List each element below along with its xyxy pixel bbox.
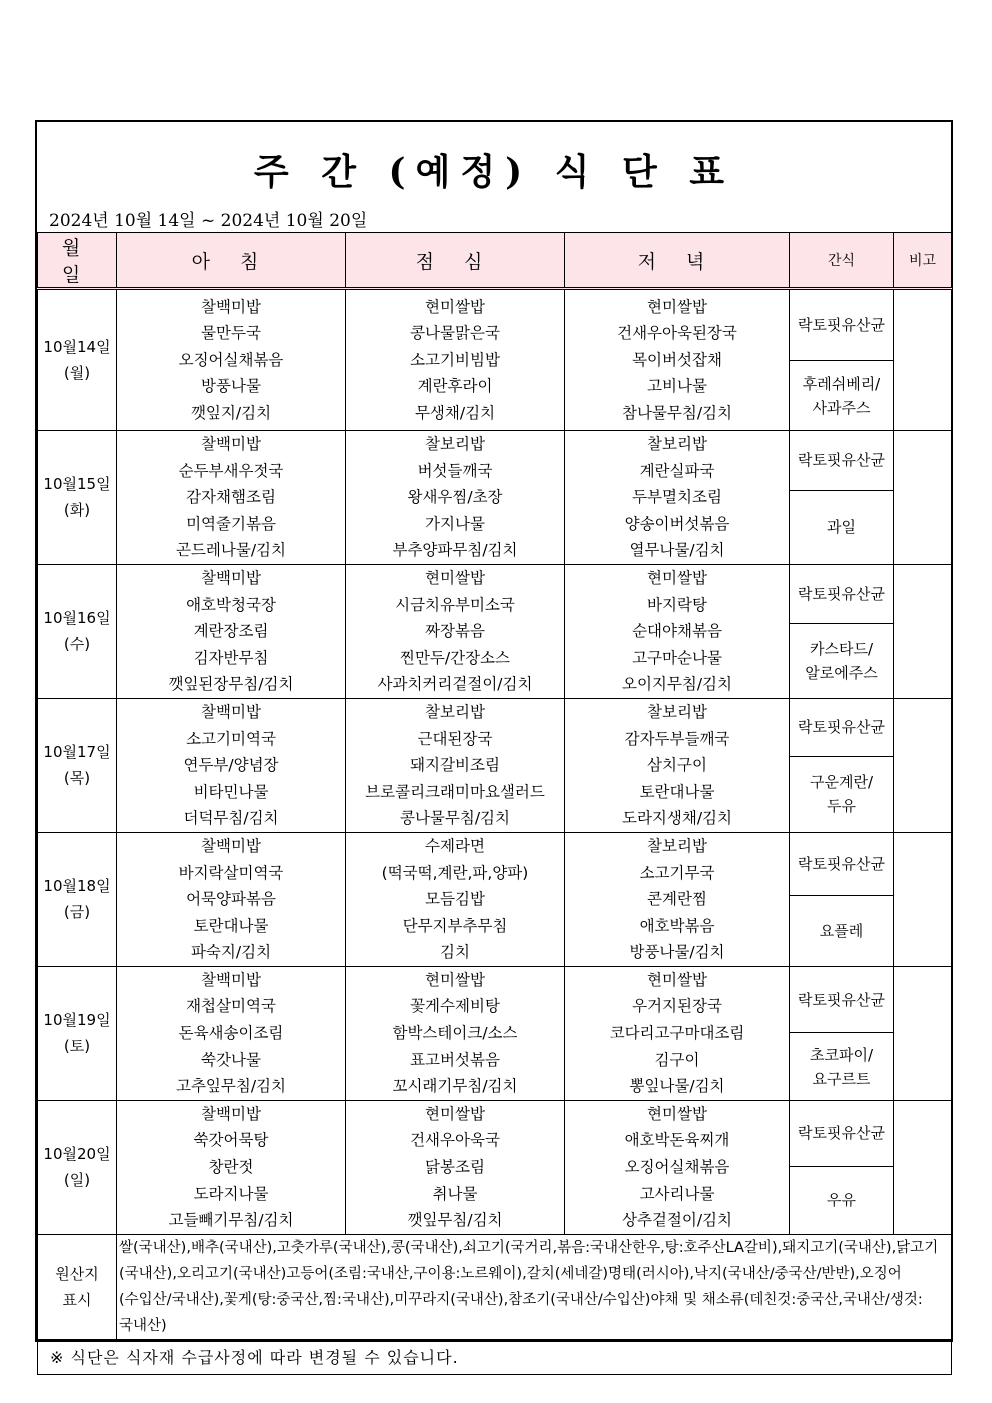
dinner-item: 애호박볶음 <box>639 916 715 935</box>
breakfast-item: 찰백미밥 <box>201 836 261 855</box>
lunch-item: 표고버섯볶음 <box>410 1050 500 1069</box>
dinner-item: 우거지된장국 <box>632 997 722 1016</box>
weekday-label: (화) <box>63 501 91 520</box>
snack-probiotic: 락토핏유산균 <box>790 564 894 623</box>
day-row <box>38 1100 952 1166</box>
dinner-item: 두부멸치조림 <box>632 488 722 507</box>
lunch-item: 가지나물 <box>425 514 485 533</box>
dinner-item: 건새우아욱된장국 <box>617 324 737 343</box>
date-cell <box>38 966 117 1100</box>
breakfast-cell <box>117 431 346 565</box>
breakfast-item: 재첩살미역국 <box>186 997 276 1016</box>
menu-frame <box>35 120 953 1368</box>
remark-cell <box>894 289 952 431</box>
breakfast-item: 깻잎된장무침/김치 <box>168 675 294 694</box>
dinner-cell <box>565 698 790 832</box>
origin-row <box>38 1234 952 1339</box>
dinner-item: 오이지무침/김치 <box>621 675 733 694</box>
snack-second: 요플레 <box>790 896 894 967</box>
breakfast-item: 애호박청국장 <box>186 595 276 614</box>
snack-probiotic: 락토핏유산균 <box>790 289 894 361</box>
dinner-item: 찰보리밥 <box>647 836 707 855</box>
header-lunch: 점 심 <box>346 233 565 289</box>
lunch-item: 브로콜리크래미마요샐러드 <box>365 782 545 801</box>
lunch-cell <box>346 832 565 966</box>
lunch-item: 현미쌀밥 <box>425 1104 485 1123</box>
breakfast-cell <box>117 564 346 698</box>
dinner-item: 김구이 <box>654 1050 700 1069</box>
lunch-item: 왕새우찜/초장 <box>407 488 503 507</box>
menu-table <box>37 232 952 1375</box>
breakfast-item: 어묵양파볶음 <box>186 890 276 909</box>
dinner-item: 찰보리밥 <box>647 702 707 721</box>
breakfast-item: 고추잎무침/김치 <box>175 1077 287 1096</box>
breakfast-item: 파숙지/김치 <box>190 943 272 962</box>
dinner-cell <box>565 564 790 698</box>
lunch-item: 꼬시래기무침/김치 <box>392 1077 518 1096</box>
dinner-item: 애호박돈육찌개 <box>624 1131 730 1150</box>
snack-second: 카스타드/ 알로에주스 <box>790 623 894 698</box>
lunch-cell <box>346 698 565 832</box>
dinner-item: 소고기무국 <box>639 863 715 882</box>
snack-probiotic: 락토핏유산균 <box>790 832 894 895</box>
lunch-item: 깻잎무침/김치 <box>407 1211 503 1230</box>
breakfast-item: 오징어실채볶음 <box>178 350 284 369</box>
breakfast-item: 물만두국 <box>201 324 261 343</box>
lunch-cell <box>346 564 565 698</box>
lunch-cell <box>346 289 565 431</box>
breakfast-item: 고들빼기무침/김치 <box>168 1211 294 1230</box>
dinner-item: 토란대나물 <box>639 782 715 801</box>
dinner-item: 감자두부들깨국 <box>624 729 730 748</box>
snack-probiotic: 락토핏유산균 <box>790 698 894 756</box>
lunch-item: 부추양파무침/김치 <box>392 541 518 560</box>
lunch-item: 소고기비빔밥 <box>410 350 500 369</box>
weekday-label: (월) <box>63 364 91 382</box>
dinner-item: 현미쌀밥 <box>647 1104 707 1123</box>
lunch-item: 취나물 <box>432 1184 478 1203</box>
header-dinner: 저 녁 <box>565 233 790 289</box>
weekday-label: (금) <box>63 903 91 922</box>
dinner-item: 순대야채볶음 <box>632 622 722 641</box>
day-row <box>38 832 952 895</box>
date-label: 10월18일 <box>43 877 111 896</box>
note-text: ※ 식단은 식자재 수급사정에 따라 변경될 수 있습니다. <box>38 1339 952 1374</box>
dinner-item: 상추겉절이/김치 <box>621 1211 733 1230</box>
dinner-item: 현미쌀밥 <box>647 970 707 989</box>
date-label: 10월16일 <box>43 609 111 628</box>
dinner-cell <box>565 431 790 565</box>
breakfast-item: 연두부/양념장 <box>183 756 279 775</box>
dinner-item: 찰보리밥 <box>647 435 707 453</box>
dinner-item: 현미쌀밥 <box>647 568 707 587</box>
breakfast-cell <box>117 1100 346 1234</box>
lunch-item: 짜장볶음 <box>425 622 485 641</box>
dinner-item: 방풍나물/김치 <box>629 943 725 962</box>
breakfast-item: 찰백미밥 <box>201 435 261 453</box>
dinner-item: 고비나물 <box>647 377 707 396</box>
remark-cell <box>894 1100 952 1234</box>
dinner-item: 고구마순나물 <box>632 648 722 667</box>
date-label: 10월20일 <box>43 1145 111 1164</box>
breakfast-item: 순두부새우젓국 <box>178 461 284 480</box>
header-date: 월 일 <box>38 233 117 289</box>
snack-second: 구운계란/ 두유 <box>790 756 894 832</box>
snack-probiotic: 락토핏유산균 <box>790 1100 894 1166</box>
dinner-item: 오징어실채볶음 <box>624 1158 730 1177</box>
weekday-label: (토) <box>63 1037 91 1056</box>
weekday-label: (목) <box>63 769 91 788</box>
lunch-item: 콩나물무침/김치 <box>399 809 511 828</box>
date-label: 10월19일 <box>43 1011 111 1030</box>
weekday-label: (일) <box>63 1171 91 1190</box>
dinner-item: 목이버섯잡채 <box>632 350 722 369</box>
dinner-cell <box>565 832 790 966</box>
day-row <box>38 966 952 1032</box>
snack-probiotic: 락토핏유산균 <box>790 431 894 491</box>
date-cell <box>38 289 117 431</box>
breakfast-cell <box>117 966 346 1100</box>
dinner-item: 도라지생채/김치 <box>621 809 733 828</box>
lunch-item: 버섯들깨국 <box>417 461 493 480</box>
lunch-item: 시금치유부미소국 <box>395 595 515 614</box>
breakfast-item: 창란젓 <box>208 1158 254 1177</box>
breakfast-item: 토란대나물 <box>193 916 269 935</box>
dinner-item: 코다리고구마대조림 <box>609 1024 745 1043</box>
snack-second: 후레쉬베리/ 사과주스 <box>790 361 894 431</box>
lunch-item: 무생채/김치 <box>414 403 496 422</box>
header-row <box>38 233 952 289</box>
date-cell <box>38 564 117 698</box>
period-text: 2024년 10월 14일 ~ 2024년 10월 20일 <box>49 211 368 231</box>
snack-second: 초코파이/ 요구르트 <box>790 1033 894 1101</box>
day-row <box>38 431 952 491</box>
lunch-item: 찰보리밥 <box>425 435 485 453</box>
breakfast-item: 찰백미밥 <box>201 1104 261 1123</box>
lunch-item: 모듬김밥 <box>425 890 485 909</box>
lunch-cell <box>346 431 565 565</box>
header-remark: 비고 <box>894 233 952 289</box>
header-snack: 간식 <box>790 233 894 289</box>
header-breakfast: 아 침 <box>117 233 346 289</box>
lunch-item: 닭봉조림 <box>425 1158 485 1177</box>
lunch-item: 근대된장국 <box>417 729 493 748</box>
dinner-item: 참나물무침/김치 <box>621 403 733 422</box>
dinner-item: 바지락탕 <box>647 595 707 614</box>
remark-cell <box>894 966 952 1100</box>
dinner-cell <box>565 966 790 1100</box>
dinner-cell <box>565 1100 790 1234</box>
date-label: 10월14일 <box>43 338 111 356</box>
breakfast-item: 찰백미밥 <box>201 970 261 989</box>
day-row <box>38 289 952 361</box>
breakfast-cell <box>117 698 346 832</box>
remark-cell <box>894 832 952 966</box>
breakfast-item: 곤드레나물/김치 <box>175 541 287 560</box>
breakfast-item: 방풍나물 <box>201 377 261 396</box>
dinner-cell <box>565 289 790 431</box>
breakfast-cell <box>117 289 346 431</box>
lunch-item: 꽃게수제비탕 <box>410 997 500 1016</box>
lunch-item: 건새우아욱국 <box>410 1131 500 1150</box>
breakfast-item: 찰백미밥 <box>201 702 261 721</box>
breakfast-item: 비타민나물 <box>193 782 269 801</box>
lunch-cell <box>346 1100 565 1234</box>
breakfast-item: 도라지나물 <box>193 1184 269 1203</box>
lunch-item: 현미쌀밥 <box>425 970 485 989</box>
breakfast-item: 바지락살미역국 <box>178 863 284 882</box>
lunch-item: 현미쌀밥 <box>425 297 485 316</box>
dinner-item: 고사리나물 <box>639 1184 715 1203</box>
lunch-item: (떡국떡,계란,파,양파) <box>381 863 529 882</box>
lunch-item: 김치 <box>440 943 470 962</box>
lunch-item: 수제라면 <box>425 836 485 855</box>
breakfast-item: 쑥갓나물 <box>201 1050 261 1069</box>
breakfast-item: 깻잎지/김치 <box>190 403 272 422</box>
breakfast-item: 계란장조림 <box>193 622 269 641</box>
day-row <box>38 698 952 756</box>
note-row <box>38 1339 952 1374</box>
dinner-item: 콘계란찜 <box>647 890 707 909</box>
origin-text: 쌀(국내산),배추(국내산),고춧가루(국내산),콩(국내산),쇠고기(국거리,볶음:국내산한우,탕:호주산LA갈비),돼지고기(국내산),닭고기(국내산),오리고기(국내산)고등어(조림:국내산,구이용:노르웨이),갈치(세네갈)명태(러시아),낙지(국내산/중국산/반반),오징어(수입산/국내산),꽃게(탕:중국산,찜:국내산),미꾸라지(국내산),참조기(국내산/수입산)야채 및 채소류(데친것:중국산,국내산/생것:국내산) <box>117 1234 952 1339</box>
breakfast-item: 더덕무침/김치 <box>183 809 279 828</box>
page-title: 주 간 (예정) 식 단 표 <box>253 151 735 193</box>
date-label: 10월17일 <box>43 743 111 762</box>
snack-second: 과일 <box>790 490 894 564</box>
breakfast-item: 쑥갓어묵탕 <box>193 1131 269 1150</box>
lunch-item: 사과치커리겉절이/김치 <box>377 675 533 694</box>
breakfast-item: 돈육새송이조림 <box>178 1024 284 1043</box>
breakfast-item: 찰백미밥 <box>201 297 261 316</box>
remark-cell <box>894 564 952 698</box>
origin-label: 원산지 표시 <box>38 1234 117 1339</box>
lunch-item: 찐만두/간장소스 <box>399 648 511 667</box>
lunch-item: 현미쌀밥 <box>425 568 485 587</box>
lunch-item: 찰보리밥 <box>425 702 485 721</box>
dinner-item: 뽕잎나물/김치 <box>629 1077 725 1096</box>
snack-second: 우유 <box>790 1166 894 1234</box>
breakfast-item: 김자반무침 <box>193 648 269 667</box>
lunch-item: 계란후라이 <box>417 377 493 396</box>
date-cell <box>38 698 117 832</box>
dinner-item: 계란실파국 <box>639 461 715 480</box>
lunch-item: 함박스테이크/소스 <box>392 1024 518 1043</box>
breakfast-item: 미역줄기볶음 <box>186 514 276 533</box>
breakfast-item: 감자채햄조림 <box>186 488 276 507</box>
dinner-item: 현미쌀밥 <box>647 297 707 316</box>
breakfast-item: 찰백미밥 <box>201 568 261 587</box>
lunch-cell <box>346 966 565 1100</box>
breakfast-item: 소고기미역국 <box>186 729 276 748</box>
date-cell <box>38 1100 117 1234</box>
date-cell <box>38 832 117 966</box>
breakfast-cell <box>117 832 346 966</box>
date-cell <box>38 431 117 565</box>
day-row <box>38 564 952 623</box>
lunch-item: 단무지부추무침 <box>402 916 508 935</box>
weekday-label: (수) <box>63 635 91 654</box>
dinner-item: 양송이버섯볶음 <box>624 514 730 533</box>
dinner-item: 삼치구이 <box>647 756 707 775</box>
remark-cell <box>894 431 952 565</box>
remark-cell <box>894 698 952 832</box>
date-label: 10월15일 <box>43 475 111 494</box>
lunch-item: 콩나물맑은국 <box>410 324 500 343</box>
lunch-item: 돼지갈비조림 <box>410 756 500 775</box>
snack-probiotic: 락토핏유산균 <box>790 966 894 1032</box>
dinner-item: 열무나물/김치 <box>629 541 725 560</box>
